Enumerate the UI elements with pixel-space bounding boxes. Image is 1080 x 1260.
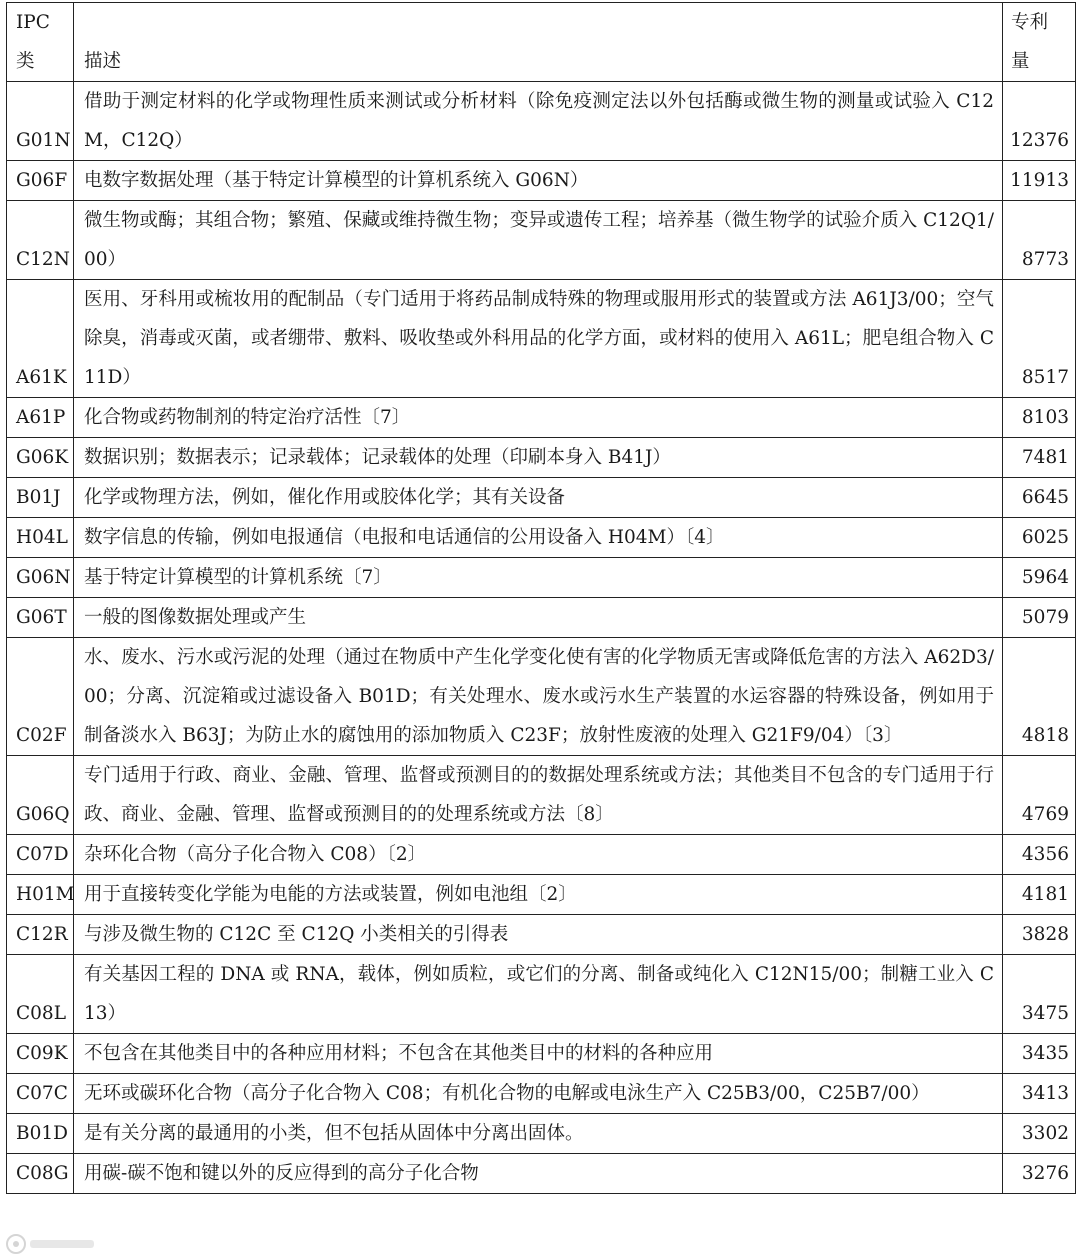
header-count-line-1: 专利 (1011, 12, 1049, 33)
ipc-code-cell: G06K (7, 438, 74, 478)
description-cell: 有关基因工程的 DNA 或 RNA，载体，例如质粒，或它们的分离、制备或纯化入 C12N15/00；制糖工业入 C13） (74, 955, 1003, 1034)
table-row (7, 82, 1076, 161)
ipc-code-cell: C07C (7, 1074, 74, 1114)
description-cell: 用于直接转变化学能为电能的方法或装置，例如电池组〔2〕 (74, 875, 1003, 915)
patent-count-cell: 5079 (1003, 598, 1076, 638)
table-row (7, 1074, 1076, 1114)
table-row (7, 1114, 1076, 1154)
table-header-row (7, 3, 1076, 82)
table-row (7, 558, 1076, 598)
ipc-code-cell: C08G (7, 1154, 74, 1194)
table-row (7, 161, 1076, 201)
table-row (7, 955, 1076, 1034)
description-cell: 专门适用于行政、商业、金融、管理、监督或预测目的的数据处理系统或方法；其他类目不包含的专门适用于行政、商业、金融、管理、监督或预测目的的处理系统或方法〔8〕 (74, 756, 1003, 835)
patent-count-cell: 4769 (1003, 756, 1076, 835)
table-row (7, 598, 1076, 638)
table-row (7, 478, 1076, 518)
table-row (7, 875, 1076, 915)
description-cell: 是有关分离的最通用的小类，但不包括从固体中分离出固体。 (74, 1114, 1003, 1154)
watermark-logo-icon-svg (4, 1232, 100, 1256)
ipc-code-cell: C12N (7, 201, 74, 280)
header-patent-count (1003, 3, 1076, 82)
ipc-code-cell: C08L (7, 955, 74, 1034)
patent-count-cell: 11913 (1003, 161, 1076, 201)
patent-count-cell: 3475 (1003, 955, 1076, 1034)
patent-count-cell: 4818 (1003, 638, 1076, 756)
header-ipc-line-1: IPC (16, 12, 50, 33)
description-cell: 水、废水、污水或污泥的处理（通过在物质中产生化学变化使有害的化学物质无害或降低危害的方法入 A62D3/00；分离、沉淀箱或过滤设备入 B01D；有关处理水、废水或污水生产装置的水运容器的特殊设备，例如用于制备淡水入 B63J；为防止水的腐蚀用的添加物质入 C23F；放射性废液的处理入 G21F9/04）〔3〕 (74, 638, 1003, 756)
description-cell: 医用、牙科用或梳妆用的配制品（专门适用于将药品制成特殊的物理或服用形式的装置或方法 A61J3/00；空气除臭，消毒或灭菌，或者绷带、敷料、吸收垫或外科用品的化学方面，或材料的使用入 A61L；肥皂组合物入 C11D） (74, 280, 1003, 398)
header-ipc-class (7, 3, 74, 82)
description-cell: 数字信息的传输，例如电报通信（电报和电话通信的公用设备入 H04M）〔4〕 (74, 518, 1003, 558)
description-cell: 微生物或酶；其组合物；繁殖、保藏或维持微生物；变异或遗传工程；培养基（微生物学的试验介质入 C12Q1/00） (74, 201, 1003, 280)
table-row (7, 518, 1076, 558)
patent-count-cell: 7481 (1003, 438, 1076, 478)
ipc-code-cell: C09K (7, 1034, 74, 1074)
patent-count-cell: 3413 (1003, 1074, 1076, 1114)
header-count-line-2: 量 (1011, 51, 1030, 72)
patent-count-cell: 4181 (1003, 875, 1076, 915)
ipc-code-cell: B01D (7, 1114, 74, 1154)
ipc-code-cell: G06N (7, 558, 74, 598)
table-row (7, 1034, 1076, 1074)
patent-count-cell: 3828 (1003, 915, 1076, 955)
description-cell: 电数字数据处理（基于特定计算模型的计算机系统入 G06N） (74, 161, 1003, 201)
patent-count-cell: 4356 (1003, 835, 1076, 875)
description-cell: 借助于测定材料的化学或物理性质来测试或分析材料（除免疫测定法以外包括酶或微生物的测量或试验入 C12M，C12Q） (74, 82, 1003, 161)
description-cell: 杂环化合物（高分子化合物入 C08）〔2〕 (74, 835, 1003, 875)
patent-count-cell: 8517 (1003, 280, 1076, 398)
ipc-code-cell: G06F (7, 161, 74, 201)
table-row (7, 280, 1076, 398)
header-description-line-2: 描述 (84, 51, 122, 72)
table-row (7, 638, 1076, 756)
ipc-code-cell: B01J (7, 478, 74, 518)
description-cell: 基于特定计算模型的计算机系统〔7〕 (74, 558, 1003, 598)
patent-count-cell: 8773 (1003, 201, 1076, 280)
table-row (7, 438, 1076, 478)
table-row (7, 915, 1076, 955)
patent-count-cell: 3302 (1003, 1114, 1076, 1154)
ipc-code-cell: C07D (7, 835, 74, 875)
table-body (7, 82, 1076, 1194)
description-cell: 用碳-碳不饱和键以外的反应得到的高分子化合物 (74, 1154, 1003, 1194)
description-cell: 不包含在其他类目中的各种应用材料；不包含在其他类目中的材料的各种应用 (74, 1034, 1003, 1074)
description-cell: 与涉及微生物的 C12C 至 C12Q 小类相关的引得表 (74, 915, 1003, 955)
description-cell: 化学或物理方法，例如，催化作用或胶体化学；其有关设备 (74, 478, 1003, 518)
description-cell: 数据识别；数据表示；记录载体；记录载体的处理（印刷本身入 B41J） (74, 438, 1003, 478)
patent-count-cell: 8103 (1003, 398, 1076, 438)
description-cell: 无环或碳环化合物（高分子化合物入 C08；有机化合物的电解或电泳生产入 C25B3/00，C25B7/00） (74, 1074, 1003, 1114)
table-row (7, 1154, 1076, 1194)
table-row (7, 398, 1076, 438)
ipc-code-cell: H04L (7, 518, 74, 558)
patent-count-cell: 6025 (1003, 518, 1076, 558)
ipc-code-cell: G06Q (7, 756, 74, 835)
ipc-code-cell: G01N (7, 82, 74, 161)
table-row (7, 835, 1076, 875)
header-description-line-1 (84, 3, 994, 42)
description-cell: 一般的图像数据处理或产生 (74, 598, 1003, 638)
ipc-code-cell: H01M (7, 875, 74, 915)
patent-count-cell: 6645 (1003, 478, 1076, 518)
ipc-code-cell: A61K (7, 280, 74, 398)
description-cell: 化合物或药物制剂的特定治疗活性〔7〕 (74, 398, 1003, 438)
watermark-logo-icon (4, 1232, 100, 1256)
header-ipc-line-2: 类 (16, 51, 35, 72)
table-row (7, 201, 1076, 280)
ipc-code-cell: C12R (7, 915, 74, 955)
ipc-code-cell: A61P (7, 398, 74, 438)
ipc-patent-table (6, 2, 1076, 1194)
patent-count-cell: 5964 (1003, 558, 1076, 598)
patent-count-cell: 3276 (1003, 1154, 1076, 1194)
table-row (7, 756, 1076, 835)
ipc-code-cell: C02F (7, 638, 74, 756)
ipc-code-cell: G06T (7, 598, 74, 638)
header-description (74, 3, 1003, 82)
patent-count-cell: 12376 (1003, 82, 1076, 161)
patent-count-cell: 3435 (1003, 1034, 1076, 1074)
